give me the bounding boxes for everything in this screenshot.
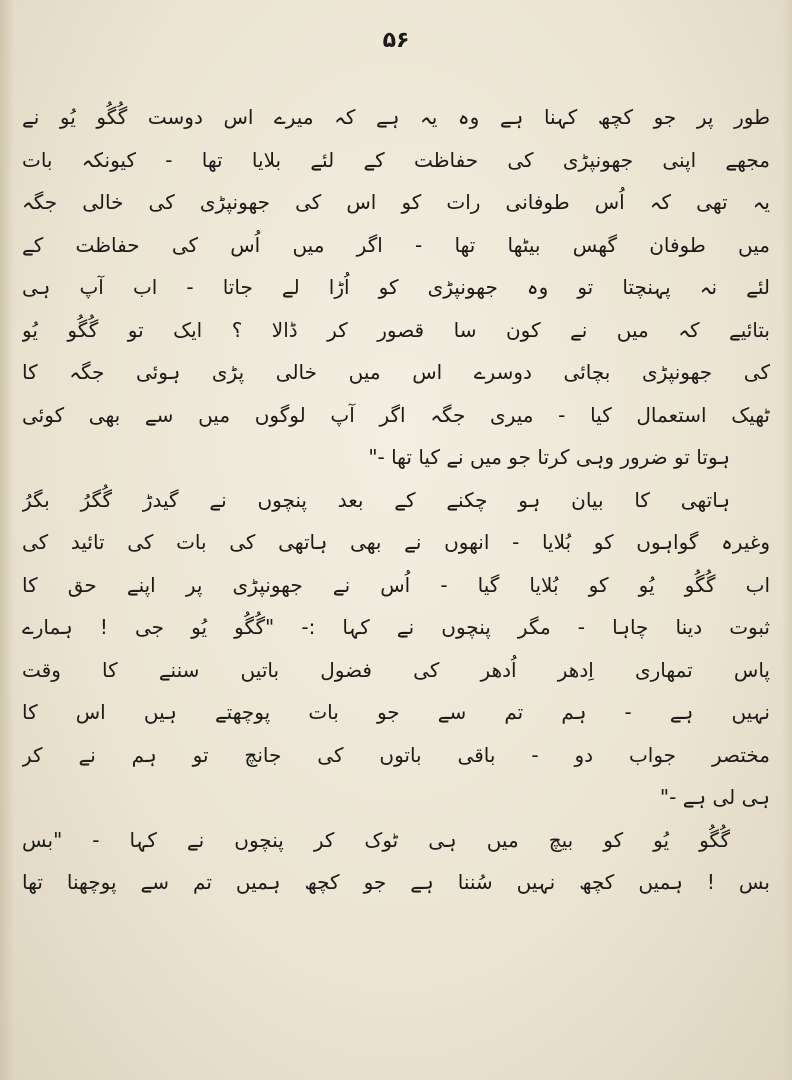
text-line: بتائیے کہ میں نے کون سا قصور کر ڈالا ؟ ایک تو گُگُو یُو bbox=[22, 317, 770, 342]
text-line: ہاتھی کا بیان ہو چکنے کے بعد پنچوں نے گیدڑ گُگرُ بگرُ bbox=[22, 487, 730, 512]
text-line: بس ! ہمیں کچھ نہیں سُننا ہے جو کچھ ہمیں تم سے پوچھنا تھا bbox=[22, 870, 770, 894]
page-number: ۵۶ bbox=[382, 28, 410, 53]
text-line: ٹھیک استعمال کیا - میری جگہ اگر آپ لوگوں میں سے بھی کوئی bbox=[22, 402, 770, 427]
text-line: پاس تمھاری اِدھر اُدھر کی فضول باتیں سننے کا وقت bbox=[22, 657, 770, 682]
text-line: یہ تھی کہ اُس طوفانی رات کو اس کی جھونپڑی کی خالی جگہ bbox=[22, 190, 770, 214]
text-line: لئے نہ پہنچتا تو وہ جھونپڑی کو اُڑا لے جاتا - اب آپ ہی bbox=[22, 275, 770, 299]
text-line: مختصر جواب دو - باقی باتوں کی جانچ تو ہم نے کر bbox=[22, 742, 770, 767]
text-line: گُگُو یُو کو بیچ میں ہی ٹوک کر پنچوں نے کہا - "بس bbox=[22, 827, 730, 852]
page-shadow-right bbox=[782, 0, 792, 1080]
page-shadow-left bbox=[0, 0, 14, 1080]
text-line: ہی لی ہے -" bbox=[659, 785, 770, 809]
body-text bbox=[22, 96, 770, 904]
text-line: ثبوت دینا چاہا - مگر پنچوں نے کہا :- "گُگُو یُو جی ! ہمارے bbox=[22, 615, 770, 639]
text-line: نہیں ہے - ہم تم سے جو بات پوچھتے ہیں اس کا bbox=[22, 700, 770, 724]
text-line: وغیرہ گواہوں کو بُلایا - انھوں نے بھی ہاتھی کی بات کی تائید کی bbox=[22, 530, 770, 554]
text-line: مجھے اپنی جھونپڑی کی حفاظت کے لئے بلایا تھا - کیونکہ بات bbox=[22, 147, 770, 172]
text-line: ہوتا تو ضرور وہی کرتا جو میں نے کیا تھا -" bbox=[368, 445, 730, 469]
text-line: طور پر جو کچھ کہنا ہے وہ یہ ہے کہ میرے اس دوست گُگُو یُو نے bbox=[22, 105, 770, 129]
text-line: میں طوفان گھس بیٹھا تھا - اگر میں اُس کی حفاظت کے bbox=[22, 232, 770, 257]
text-line: کی جھونپڑی بچائی دوسرے اس میں خالی پڑی ہوئی جگہ کا bbox=[22, 360, 770, 384]
text-line: اب گُگُو یُو کو بُلایا گیا - اُس نے جھونپڑی پر اپنے حق کا bbox=[22, 572, 770, 597]
